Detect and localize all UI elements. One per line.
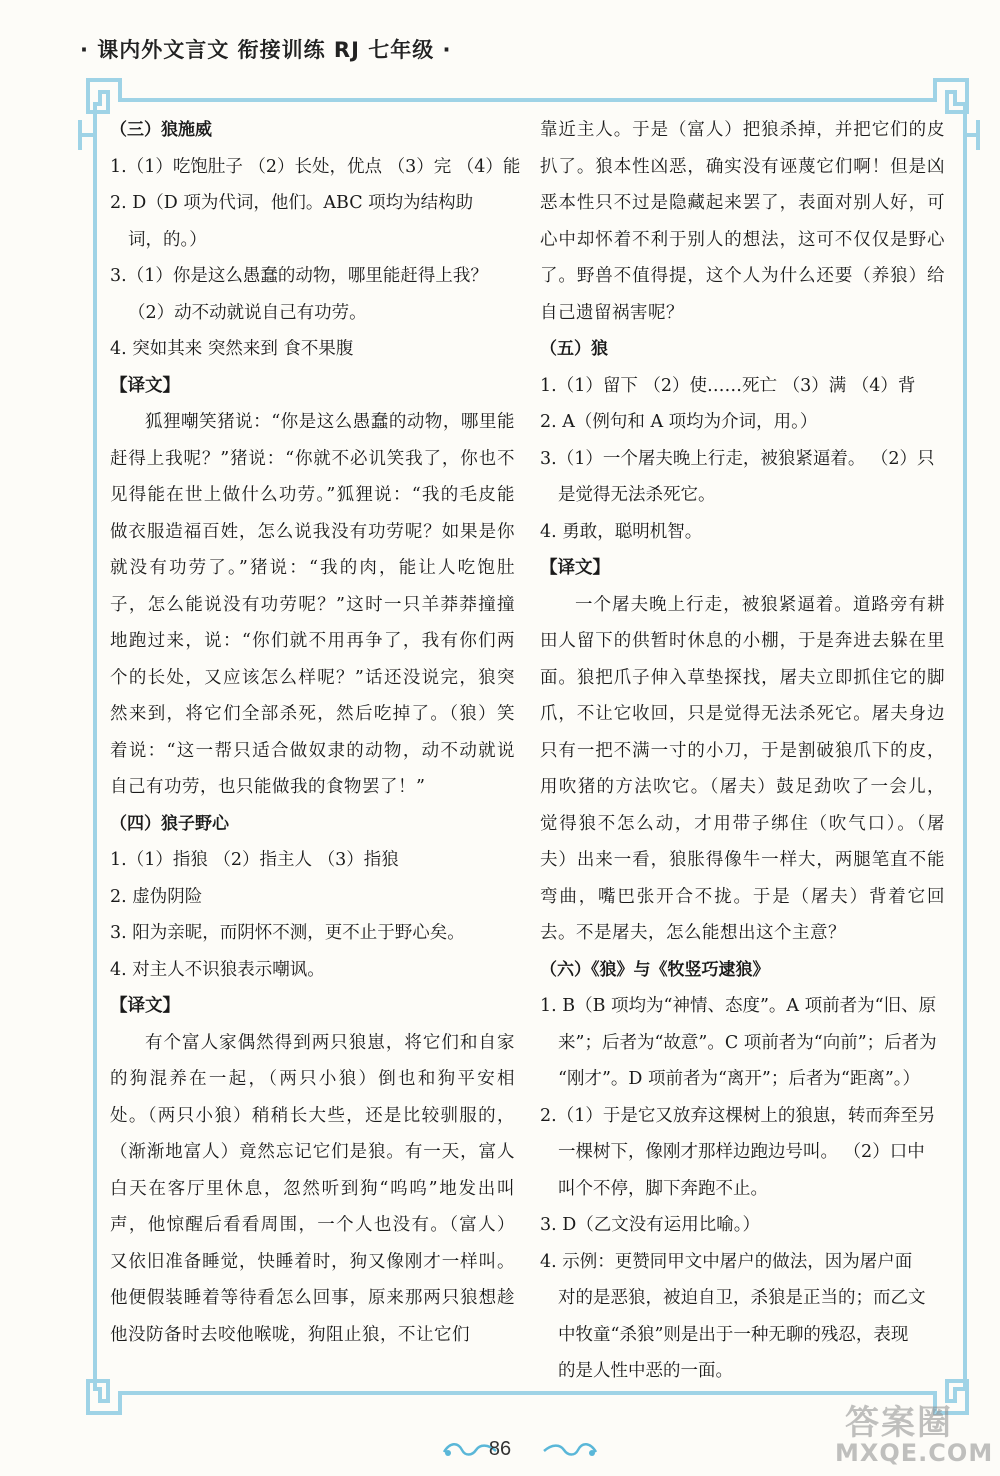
watermark-line1: 答案圈 — [845, 1403, 953, 1443]
right-column — [540, 112, 945, 1390]
left-column — [110, 112, 521, 1353]
answer-continuation: 一棵树下，像刚才那样边跑边号叫。 （2）口中 — [558, 1142, 925, 1162]
answer-continuation: 对的是恶狼，被迫自卫，杀狼是正当的；而乙文 — [558, 1288, 926, 1308]
translation-paragraph: 狐狸嘲笑猪说：“你是这么愚蠢的动物，哪里能赶得上我呢？”猪说：“你就不必讥笑我了，你也不见得能在世上做什么功劳。”狐狸说：“我的毛皮能做衣服造福百姓，怎么说我没有功劳呢？如果是你就没有功劳了。”猪说：“我的肉，能让人吃饱肚子，怎么能说没有功劳呢？”这时一只羊莽莽撞撞地跑过来，说：“你们就不用再争了，我有你们两个的长处，又应该怎么样呢？”话还没说完，狼突然来到，将它们全部杀死，然后吃掉了。（狼）笑着说：“这一帮只适合做奴隶的动物，动不动就说自己有功劳，也只能做我的食物罢了！” — [110, 412, 515, 797]
answer-continuation: “刚才”。D 项前者为“离开”；后者为“距离”。） — [558, 1069, 921, 1089]
section-heading: （六）《狼》与《牧竖巧逮狼》 — [540, 959, 770, 980]
answer-continuation: 中牧童“杀狼”则是出于一种无聊的残忍，表现 — [558, 1324, 909, 1345]
question-answer: 2. A（例句和 A 项均为介词，用。） — [540, 412, 818, 432]
section-heading: （四）狼子野心 — [110, 813, 229, 834]
section-heading: （三）狼施威 — [110, 120, 212, 140]
translation-paragraph: 一个屠夫晚上行走，被狼紧逼着。道路旁有耕田人留下的供暂时休息的小棚，于是奔进去躲在里面。狼把爪子伸入草垫探找，屠夫立即抓住它的脚爪，不让它收回，只是觉得无法杀死它。屠夫身边只有一把不满一寸的小刀，于是割破狼爪下的皮，用吹猪的方法吹它。（屠夫）鼓足劲吹了一会儿，觉得狼不怎么动，才用带子绑住（吹气口）。（屠夫）出来一看，狼胀得像牛一样大，两腿笔直不能弯曲，嘴巴张开合不拢。于是（屠夫）背着它回去。不是屠夫，怎么能想出这个主意？ — [540, 594, 945, 943]
page-number: 86 — [488, 1438, 512, 1460]
answer-continuation: 的是人性中恶的一面。 — [558, 1361, 733, 1381]
question-answer: 2. D（D 项为代词，他们。ABC 项均为结构助 — [110, 193, 474, 213]
question-answer: 1. B（B 项均为“神情、态度”。A 项前者为“旧、原 — [540, 996, 937, 1016]
watermark-logo — [815, 1395, 994, 1470]
translation-label: 【译文】 — [110, 996, 180, 1016]
question-answer: 4. 勇敢，聪明机智。 — [540, 521, 703, 542]
section-heading: （五）狼 — [540, 339, 608, 359]
running-header: · 课内外文言文 衔接训练 RJ 七年级 · — [80, 38, 452, 62]
question-answer: 1.（1）留下 （2）使……死亡 （3）满 （4）背 — [540, 375, 916, 396]
question-answer: 1.（1）指狼 （2）指主人 （3）指狼 — [110, 850, 399, 870]
right-scroll-ornament-icon — [540, 1440, 600, 1462]
answer-continuation: 叫个不停，脚下奔跑不止。 — [558, 1178, 768, 1199]
translation-paragraph: 靠近主人。于是（富人）把狼杀掉，并把它们的皮扒了。狼本性凶恶，确实没有诬蔑它们啊！但是凶恶本性只不过是隐藏起来罢了，表面对别人好，可心中却怀着不利于别人的想法，这可不仅仅是野心了。野兽不值得提，这个人为什么还要（养狼）给自己遗留祸害呢？ — [540, 120, 945, 323]
translation-paragraph: 有个富人家偶然得到两只狼崽，将它们和自家的狗混养在一起，（两只小狼）倒也和狗平安相处。（两只小狼）稍稍长大些，还是比较驯服的，（渐渐地富人）竟然忘记它们是狼。有一天，富人白天在客厅里休息，忽然听到狗“呜呜”地发出叫声，他惊醒后看看周围，一个人也没有。（富人）又依旧准备睡觉，快睡着时，狗又像刚才一样叫。他便假装睡着等待看怎么回事，原来那两只狼想趁他没防备时去咬他喉咙，狗阻止狼，不让它们 — [110, 1032, 515, 1345]
watermark-line2: MXQE.COM — [835, 1439, 994, 1467]
answer-continuation: （2）动不动就说自己有功劳。 — [128, 302, 367, 323]
translation-label: 【译文】 — [110, 375, 180, 396]
question-answer: 3. 阳为亲昵，而阴怀不测，更不止于野心矣。 — [110, 923, 465, 943]
answer-continuation: 来”；后者为“故意”。C 项前者为“向前”；后者为 — [558, 1032, 937, 1053]
answer-continuation: 词，的。） — [128, 229, 207, 250]
question-answer: 2. 虚伪阴险 — [110, 886, 203, 907]
question-answer: 4. 对主人不识狼表示嘲讽。 — [110, 959, 325, 980]
question-answer: 1.（1）吃饱肚子 （2）长处，优点 （3）完 （4）能 — [110, 156, 521, 177]
question-answer: 3. D（乙文没有运用比喻。） — [540, 1215, 761, 1235]
question-answer: 4. 突如其来 突然来到 食不果腹 — [110, 339, 354, 359]
question-answer: 3.（1）一个屠夫晚上行走，被狼紧逼着。 （2）只 — [540, 448, 935, 469]
answer-continuation: 是觉得无法杀死它。 — [558, 485, 716, 505]
question-answer: 3.（1）你是这么愚蠢的动物，哪里能赶得上我？ — [110, 266, 488, 286]
question-answer: 2.（1）于是它又放弃这棵树上的狼崽，转而奔至另 — [540, 1105, 936, 1126]
question-answer: 4. 示例：更赞同甲文中屠户的做法，因为屠户面 — [540, 1251, 913, 1272]
translation-label: 【译文】 — [540, 558, 610, 578]
